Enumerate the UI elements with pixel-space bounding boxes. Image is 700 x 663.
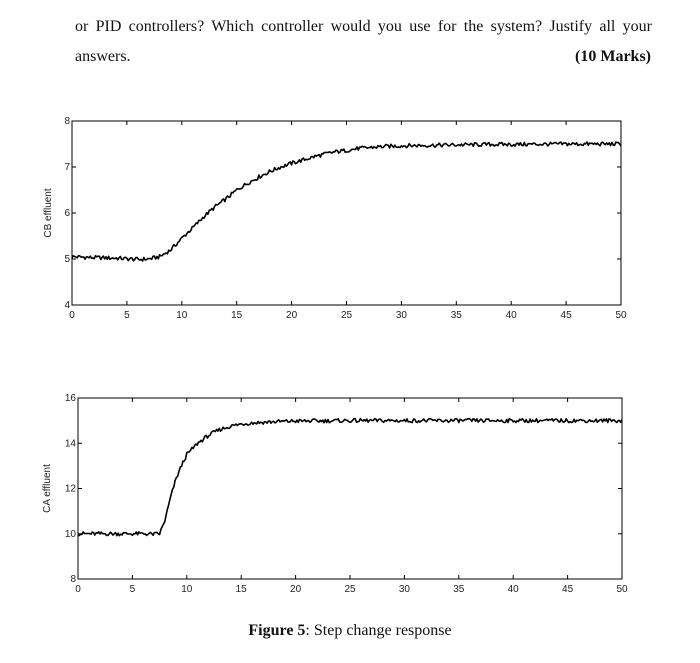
x-tick-label: 45: [562, 584, 574, 595]
marks-label: (10 Marks): [575, 48, 651, 65]
y-tick-label: 14: [64, 438, 76, 450]
x-tick-label: 30: [395, 310, 407, 321]
x-tick-label: 20: [286, 310, 298, 321]
y-tick-label: 16: [64, 393, 76, 404]
x-tick-label: 0: [69, 310, 75, 321]
y-tick-label: 4: [64, 300, 70, 311]
x-tick-label: 45: [560, 310, 572, 321]
x-tick-label: 50: [616, 584, 628, 595]
y-axis-label: CB effluent: [43, 188, 54, 238]
x-tick-label: 40: [507, 584, 519, 595]
x-tick-label: 25: [344, 584, 356, 595]
x-tick-label: 5: [129, 584, 136, 595]
x-tick-label: 35: [453, 584, 465, 595]
x-tick-label: 20: [290, 584, 302, 595]
x-tick-label: 0: [75, 584, 81, 595]
y-tick-label: 8: [70, 574, 76, 585]
x-tick-label: 15: [235, 584, 247, 595]
figure-caption-text: : Step change response: [305, 622, 452, 639]
chart-2-frame: [78, 398, 622, 579]
x-tick-label: 50: [615, 310, 627, 321]
chart-1-frame: [72, 121, 621, 305]
y-axis-label: CA effluent: [42, 464, 53, 513]
x-tick-label: 15: [231, 310, 243, 321]
figure-caption: [0, 622, 700, 640]
question-text-line-1: or PID controllers? Which controller would you use for the system? Justify all your: [75, 18, 652, 35]
figure-caption-number: Figure 5: [248, 622, 306, 639]
y-tick-label: 12: [64, 483, 76, 495]
chart-1-series-line: [72, 142, 621, 261]
chart-2-series-line: [78, 419, 622, 536]
y-tick-label: 6: [64, 208, 70, 219]
x-tick-label: 30: [398, 584, 410, 595]
x-tick-label: 40: [505, 310, 517, 321]
x-tick-label: 10: [181, 584, 193, 595]
y-tick-label: 8: [64, 116, 70, 127]
y-tick-label: 10: [64, 528, 76, 540]
x-tick-label: 25: [340, 310, 353, 321]
x-tick-label: 5: [124, 310, 130, 321]
y-tick-label: 7: [64, 162, 70, 173]
question-text-line-2: answers.: [75, 48, 131, 65]
x-tick-label: 10: [176, 310, 188, 321]
x-tick-label: 35: [450, 310, 462, 321]
y-tick-label: 5: [64, 254, 70, 265]
